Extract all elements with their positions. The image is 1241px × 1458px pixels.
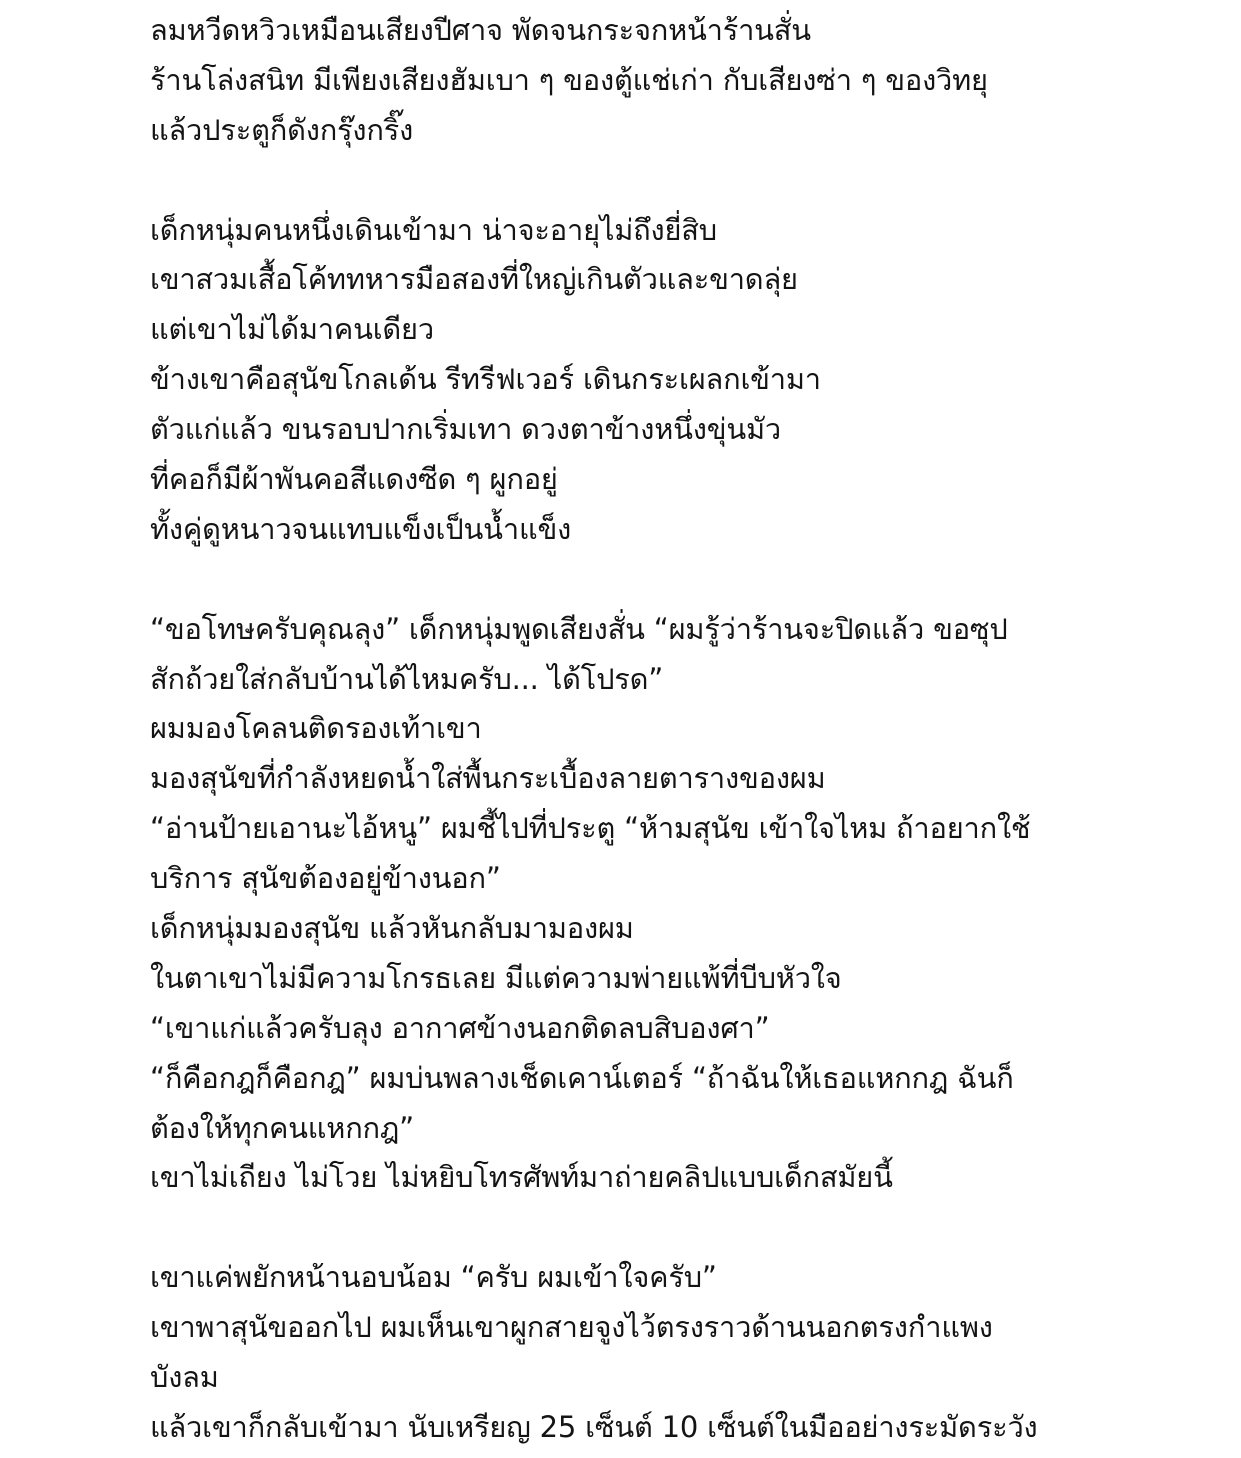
text-line: เด็กหนุ่มคนหนึ่งเดินเข้ามา น่าจะอายุไม่ถึงยี่สิบ xyxy=(150,212,717,247)
text-line: ผมมองโคลนติดรองเท้าเขา xyxy=(150,711,482,746)
paragraph-1 xyxy=(150,6,1110,156)
text-line: เขาพาสุนัขออกไป ผมเห็นเขาผูกสายจูงไว้ตรงราวด้านนอกตรงกำแพง xyxy=(150,1310,993,1345)
story-text xyxy=(150,6,1110,1453)
text-line: “เขาแก่แล้วครับลุง อากาศข้างนอกติดลบสิบองศา” xyxy=(150,1010,770,1045)
text-line: ข้างเขาคือสุนัขโกลเด้น รีทรีฟเวอร์ เดินกระเผลกเข้ามา xyxy=(150,362,821,397)
text-line: เด็กหนุ่มมองสุนัข แล้วหันกลับมามองผม xyxy=(150,911,634,946)
paragraph-spacer xyxy=(150,555,1110,605)
text-line: ต้องให้ทุกคนแหกกฎ” xyxy=(150,1110,415,1145)
text-line: แต่เขาไม่ได้มาคนเดียว xyxy=(150,312,434,347)
paragraph-spacer xyxy=(150,1203,1110,1253)
text-line: ที่คอก็มีผ้าพันคอสีแดงซีด ๆ ผูกอยู่ xyxy=(150,462,558,497)
text-line: “ขอโทษครับคุณลุง” เด็กหนุ่มพูดเสียงสั่น “ผมรู้ว่าร้านจะปิดแล้ว ขอซุป xyxy=(150,611,1008,646)
text-line: แล้วเขาก็กลับเข้ามา นับเหรียญ 25 เซ็นต์ 10 เซ็นต์ในมืออย่างระมัดระวัง xyxy=(150,1409,1038,1444)
text-line: ร้านโล่งสนิท มีเพียงเสียงฮัมเบา ๆ ของตู้แช่เก่า กับเสียงซ่า ๆ ของวิทยุ xyxy=(150,62,988,97)
text-line: สักถ้วยใส่กลับบ้านได้ไหมครับ... ได้โปรด” xyxy=(150,661,664,696)
text-line: แล้วประตูก็ดังกรุ๊งกริ๊ง xyxy=(150,112,414,147)
text-line: “ก็คือกฎก็คือกฎ” ผมบ่นพลางเช็ดเคาน์เตอร์ “ถ้าฉันให้เธอแหกกฎ ฉันก็ xyxy=(150,1060,1014,1095)
text-line: บริการ สุนัขต้องอยู่ข้างนอก” xyxy=(150,861,501,896)
text-line: บังลม xyxy=(150,1360,219,1395)
paragraph-3 xyxy=(150,605,1110,1204)
paragraph-2 xyxy=(150,206,1110,555)
text-line: ในตาเขาไม่มีความโกรธเลย มีแต่ความพ่ายแพ้ที่บีบหัวใจ xyxy=(150,960,842,995)
text-line: ลมหวีดหวิวเหมือนเสียงปีศาจ พัดจนกระจกหน้าร้านสั่น xyxy=(150,13,811,47)
text-line: เขาไม่เถียง ไม่โวย ไม่หยิบโทรศัพท์มาถ่ายคลิปแบบเด็กสมัยนี้ xyxy=(150,1160,893,1195)
text-line: ทั้งคู่ดูหนาวจนแทบแข็งเป็นน้ำแข็ง xyxy=(150,511,572,546)
paragraph-spacer xyxy=(150,156,1110,206)
text-line: เขาสวมเสื้อโค้ททหารมือสองที่ใหญ่เกินตัวและขาดลุ่ย xyxy=(150,262,798,297)
text-line: “อ่านป้ายเอานะไอ้หนู” ผมชี้ไปที่ประตู “ห้ามสุนัข เข้าใจไหม ถ้าอยากใช้ xyxy=(150,811,1031,846)
text-line: ตัวแก่แล้ว ขนรอบปากเริ่มเทา ดวงตาข้างหนึ่งขุ่นมัว xyxy=(150,412,781,447)
text-line: มองสุนัขที่กำลังหยดน้ำใส่พื้นกระเบื้องลายตารางของผม xyxy=(150,761,826,796)
paragraph-4 xyxy=(150,1253,1110,1453)
text-line: เขาแค่พยักหน้านอบน้อม “ครับ ผมเข้าใจครับ” xyxy=(150,1260,717,1295)
